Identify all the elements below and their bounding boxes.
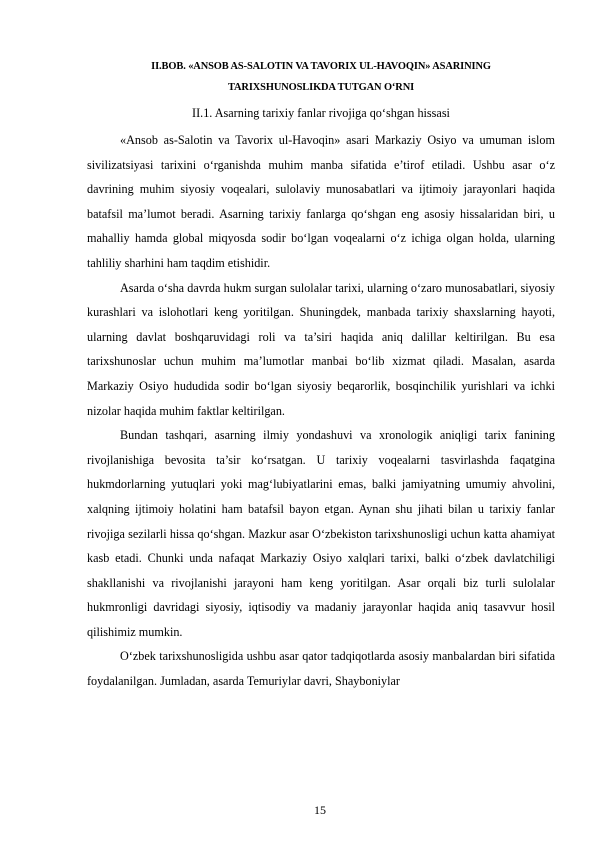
chapter-title-line-2: TARIXSHUNOSLIKDA TUTGAN O‘RNI [227,82,415,93]
chapter-title [87,56,555,98]
section-title: II.1. Asarning tarixiy fanlar rivojiga qo‘shgan hissasi [192,106,450,120]
paragraph-4: O‘zbek tarixshunosligida ushbu asar qator tadqiqotlarda asosiy manbalardan biri sifatida foydalanilgan. Jumladan, asarda Temuriylar davri, Shayboniylar [87,649,555,689]
page-number: 15 [314,803,326,817]
chapter-title-line-1: II.BOB. «ANSOB AS-SALOTIN VA TAVORIX UL-HAVOQIN» ASARINING [151,61,491,72]
paragraph-3: Bundan tashqari, asarning ilmiy yondashuvi va xronologik aniqligi tarix fanining rivojlanishiga bevosita ta’sir ko‘rsatgan. U tarixiy voqealarni tasvirlashda faqatgina hukmdorlarning yutuqlari yoki mag‘lubiyatlarini emas, balki jamiyatning umumiy ahvolini, xalqning ijtimoiy holatini ham batafsil bayon etgan. Aynan shu jihati bilan u tarixiy fanlar rivojiga sezilarli hissa qo‘shgan. Mazkur asar O‘zbekiston tarixshunosligi uchun katta ahamiyat kasb etadi. Chunki unda nafaqat Markaziy Osiyo xalqlari tarixi, balki o‘zbek davlatchiligi shakllanishi va rivojlanishi jarayoni ham keng yoritilgan. Asar orqali biz turli sulolalar hukmronligi davridagi siyosiy, iqtisodiy va madaniy jarayonlar haqida aniq tasavvur hosil qilishimiz mumkin. [87,428,555,639]
paragraph-2: Asarda o‘sha davrda hukm surgan sulolalar tarixi, ularning o‘zaro munosabatlari, siyosiy kurashlari va islohotlari keng yoritilgan. Shuningdek, manbada tarixiy shaxslarning hayoti, ularning davlat boshqaruvidagi roli va ta’siri haqida aniq dalillar keltirilgan. Bu esa tarixshunoslar uchun muhim ma’lumotlar manbai bo‘lib xizmat qiladi. Masalan, asarda Markaziy Osiyo hududida sodir bo‘lgan siyosiy beqarorlik, bosqinchilik yurishlari va ichki nizolar haqida muhim faktlar keltirilgan. [87,280,555,418]
paragraph-1: «Ansob as-Salotin va Tavorix ul-Havoqin» asari Markaziy Osiyo va umuman islom sivilizatsiyasi tarixini o‘rganishda muhim manba sifatida e’tirof etiladi. Ushbu asar o‘z davrining muhim siyosiy voqealari, sulolaviy munosabatlari va ijtimoiy jarayonlari haqida batafsil ma’lumot beradi. Asarning tarixiy fanlarga qo‘shgan eng asosiy hissalaridan biri, u mahalliy hamda global miqyosda sodir bo‘lgan voqealarni o‘z ichiga olgan holda, ularning tahliliy sharhini ham taqdim etishidir. [87,133,555,270]
